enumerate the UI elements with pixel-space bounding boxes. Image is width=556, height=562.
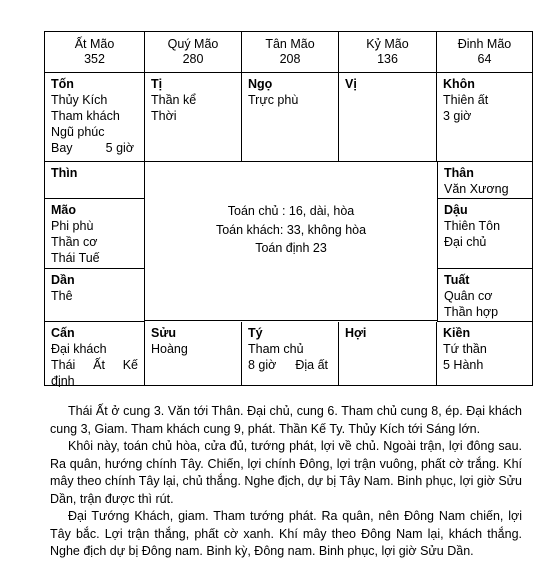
cell-line: định: [51, 374, 75, 388]
cell-name: Vị: [345, 77, 357, 91]
cell-name: Khôn: [443, 77, 475, 91]
header-number: 208: [279, 52, 301, 66]
cell-name: Thìn: [51, 166, 78, 180]
cell-name: Hợi: [345, 326, 367, 340]
header-name: Kỷ Mão: [366, 37, 409, 51]
cell-line: Ngũ phúc: [51, 125, 105, 139]
cell-line: Hoàng: [151, 342, 188, 356]
header-number: 352: [84, 52, 105, 66]
cell-line: Thần hợp: [444, 305, 499, 319]
summary-line: Toán khách: 33, không hòa: [215, 222, 367, 237]
cell-line: Phi phù: [51, 219, 94, 233]
cell-line: 3 giờ: [443, 109, 472, 123]
header-cell: [145, 32, 242, 73]
cell-dau: [437, 199, 532, 269]
cell-suu: [145, 322, 242, 385]
cell-hoi: [339, 322, 437, 385]
center-summary: [145, 169, 437, 321]
cell-line: Thái Tuế: [51, 251, 100, 265]
cell-thin: [45, 162, 145, 199]
cell-line: Thê: [51, 289, 73, 303]
cell-text: Ất: [93, 358, 105, 372]
header-cell: [339, 32, 437, 73]
cell-line: Tham khách: [51, 109, 120, 123]
cell-name: Tuất: [444, 273, 470, 287]
header-number: 280: [182, 52, 204, 66]
cell-line: Tham chủ: [248, 342, 304, 356]
cell-ngo: [242, 73, 339, 162]
cell-tuat: [437, 269, 532, 322]
cell-line: Đại khách: [51, 342, 107, 356]
divination-table: [44, 31, 533, 386]
cell-text: 8 giờ: [248, 358, 277, 372]
cell-name: Mão: [51, 203, 76, 217]
cell-name: Dần: [51, 273, 75, 287]
cell-mao: [45, 199, 145, 269]
cell-name: Tị: [151, 77, 163, 91]
cell-line: Thời: [151, 109, 177, 123]
header-cell: [242, 32, 339, 73]
cell-ton: [45, 73, 145, 162]
cell-line: Thần cơ: [51, 235, 98, 249]
cell-dan: [45, 269, 145, 322]
cell-khon: [437, 73, 532, 162]
header-name: Tân Mão: [265, 37, 315, 51]
cell-can: [45, 322, 145, 388]
cell-line: Thiên ất: [443, 93, 489, 107]
header-name: Đinh Mão: [457, 37, 512, 51]
cell-name: Thân: [444, 166, 474, 180]
summary-line: Toán chủ : 16, dài, hòa: [227, 204, 355, 218]
cell-name: Cấn: [51, 326, 75, 340]
header-number: 64: [477, 52, 492, 66]
cell-name: Tốn: [51, 77, 74, 91]
header-name: Ất Mão: [74, 37, 115, 51]
cell-ti: [145, 73, 242, 162]
cell-line: Đại chủ: [444, 235, 487, 249]
header-name: Quý Mão: [167, 37, 219, 51]
cell-line: Tứ thần: [443, 342, 487, 356]
cell-text: Kế: [122, 358, 138, 372]
cell-name: Ngọ: [248, 77, 273, 91]
cell-text: Bay: [51, 141, 73, 155]
cell-text: Địa ất: [295, 358, 328, 372]
paragraph: Thái Ất ở cung 3. Văn tới Thân. Đại chủ, cung 6. Tham chủ cung 8, ép. Đại khách cung 3, Giam. Tham khách cung 9, phát. Thần Kế Ty. Thủy Kích tới Sáng lớn.: [50, 404, 522, 436]
cell-line: Văn Xương: [444, 182, 509, 196]
body-text: [50, 403, 522, 561]
cell-vi: [339, 73, 437, 162]
cell-name: Dậu: [444, 203, 468, 217]
cell-line: Trực phù: [248, 93, 299, 107]
cell-line: [248, 357, 332, 373]
cell-text: 5 giờ: [105, 141, 134, 155]
cell-ty: [242, 322, 339, 385]
header-cell: [45, 32, 145, 73]
cell-line: Thần kể: [151, 93, 197, 107]
cell-line: Thủy Kích: [51, 93, 108, 107]
cell-line: [51, 140, 138, 156]
cell-name: Sửu: [151, 326, 177, 340]
cell-line: 5 Hành: [443, 358, 484, 372]
cell-line: Thiên Tôn: [444, 219, 501, 233]
header-number: 136: [377, 52, 398, 66]
summary-line: Toán định 23: [255, 241, 327, 255]
cell-than: [437, 162, 532, 199]
paragraph: Khôi này, toán chủ hòa, cửa đủ, tướng phát, lợi về chủ. Ngoài trận, lợi đông sau. Ra quân, hướng chính Tây. Chiến, lợi chính Đông, lợi trận vuông, phất cờ trắng. Khí mây theo chính Tây lại, chủ thắng. Nghe địch, dự bị Tây Nam. Binh phục, lợi giờ Sửu Dần, trận được thì rút.: [50, 439, 522, 506]
cell-kien: [437, 322, 532, 385]
cell-line: [51, 357, 138, 373]
paragraph: Đại Tướng Khách, giam. Tham tướng phát. Ra quân, nên Đông Nam chiến, lợi Tây bắc. Lợi trận thắng, phất cờ xanh. Khí mây theo Đông Nam lại, khách thắng. Nghe địch dự bị Đông nam. Binh kỳ, Đông nam. Binh phục, lợi giờ Sửu Dần.: [50, 509, 522, 558]
cell-name: Tý: [248, 326, 263, 340]
cell-line: Quân cơ: [444, 289, 493, 303]
header-cell: [437, 32, 532, 73]
cell-text: Thái: [51, 358, 76, 372]
cell-name: Kiền: [443, 326, 471, 340]
